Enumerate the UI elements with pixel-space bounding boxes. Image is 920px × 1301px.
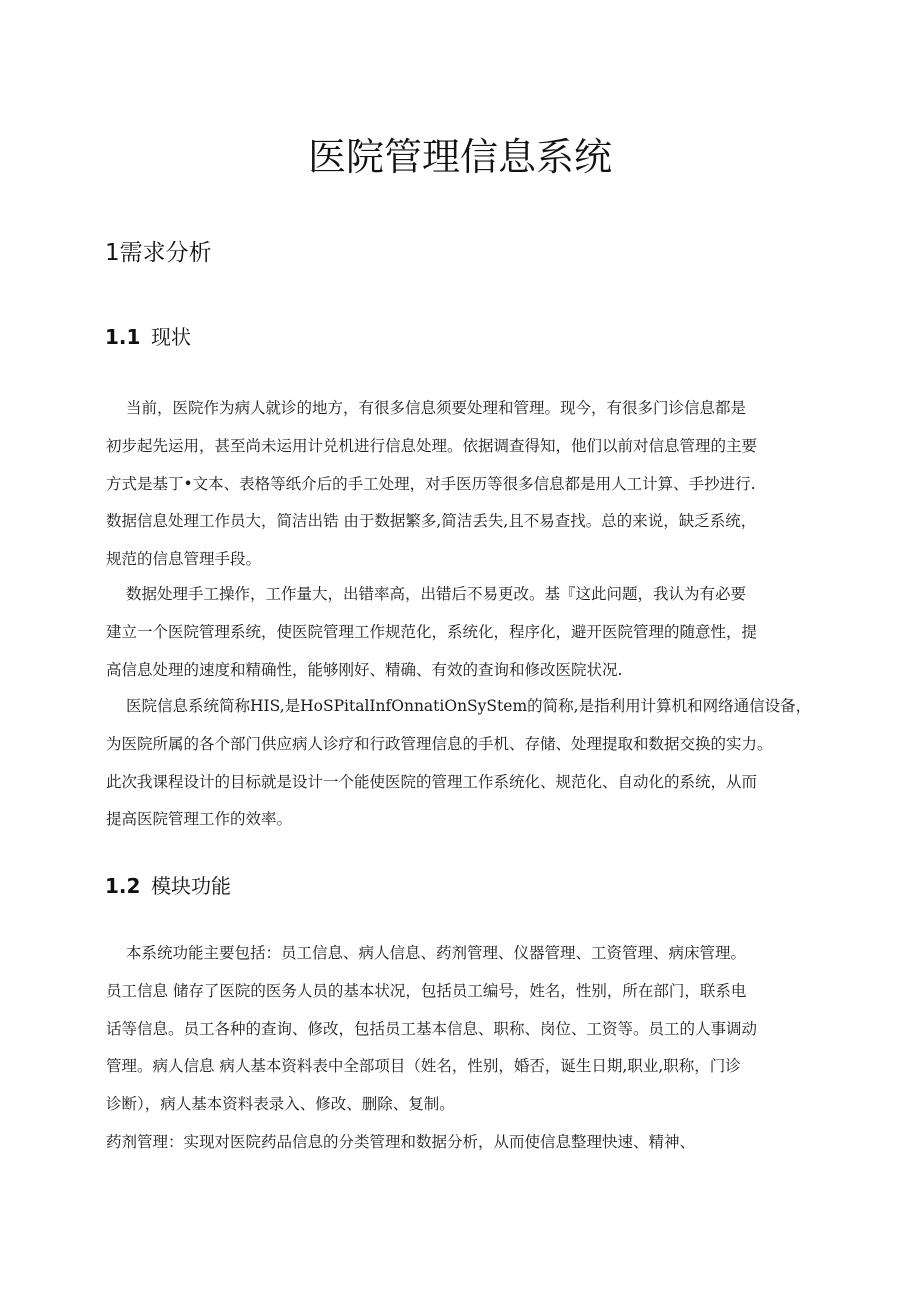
section-heading-requirements: 1需求分析: [105, 240, 212, 266]
text-line: 诊断），病人基本资料表录入、修改、删除、复制。: [106, 1095, 455, 1114]
text-line: 初步起先运用，甚至尚未运用计兑机进行信息处理。依据调查得知，他们以前对信息管理的主要: [106, 436, 758, 455]
text-line: 话等信息。员工各种的查询、修改，包括员工基本信息、职称、岗位、工资等。员工的人事调动: [106, 1019, 758, 1038]
paragraph-status-3: [106, 688, 816, 839]
text-line: 管理。病人信息 病人基本资料表中全部项目（姓名，性别，婚否，诞生日期,职业,职称，门诊: [106, 1057, 741, 1076]
text-line: 本系统功能主要包括：员工信息、病人信息、药剂管理、仪器管理、工资管理、病床管理。: [126, 944, 747, 962]
text-line: 方式是基丁•文本、表格等纸介后的手工处理，对手医历等很多信息都是用人工计算、手抄进行.: [106, 474, 756, 493]
subsection-heading-modules: [105, 871, 231, 901]
subsection-number: 1.1: [105, 325, 141, 349]
subsection-title: 现状: [151, 325, 191, 349]
text-line: 员工信息 储存了医院的医务人员的基本状况，包括员工编号，姓名，性别，所在部门，联系电: [106, 981, 747, 1000]
subsection-title: 模块功能: [151, 874, 231, 898]
subsection-heading-status: [105, 322, 191, 352]
paragraph-status-2: [106, 576, 816, 689]
text-line: 医院信息系统简称HIS,是HoSPitalInfOnnatiOnSyStem的简称,是指利用计算机和网络通信设备，: [126, 697, 812, 715]
text-line: 规范的信息管理手段。: [106, 550, 262, 569]
paragraph-modules: [106, 935, 816, 1162]
text-line: 当前，医院作为病人就诊的地方，有很多信息须要处理和管理。现今，有很多门诊信息都是: [126, 399, 747, 417]
text-line: 建立一个医院管理系统，使医院管理工作规范化，系统化，程序化，避开医院管理的随意性，提: [106, 622, 758, 641]
paragraph-status-1: [106, 390, 816, 579]
text-line: 高信息处理的速度和精确性，能够刚好、精确、有效的查询和修改医院状况.: [106, 660, 623, 679]
text-line: 数据处理手工操作，工作量大，出错率高，出错后不易更改。基『这此问题，我认为有必要: [126, 585, 747, 603]
subsection-number: 1.2: [105, 874, 141, 898]
text-line: 数据信息处理工作员大，简洁出锆 由于数据繁多,简洁丢失,且不易查找。总的来说，缺乏系统，: [106, 512, 757, 531]
document-title: 医院管理信息系统: [307, 135, 612, 179]
text-line: 提高医院管理工作的效率。: [106, 810, 293, 829]
text-line: 此次我课程设计的目标就是设计一个能使医院的管理工作系统化、规范化、自动化的系统，从而: [106, 772, 758, 791]
text-line: 为医院所属的各个部门供应病人诊疗和行政管理信息的手机、存储、处理提取和数据交换的实力。: [106, 734, 773, 753]
text-line: 药剂管理：实现对医院药品信息的分类管理和数据分析，从而使信息整理快速、精神、: [106, 1132, 696, 1151]
